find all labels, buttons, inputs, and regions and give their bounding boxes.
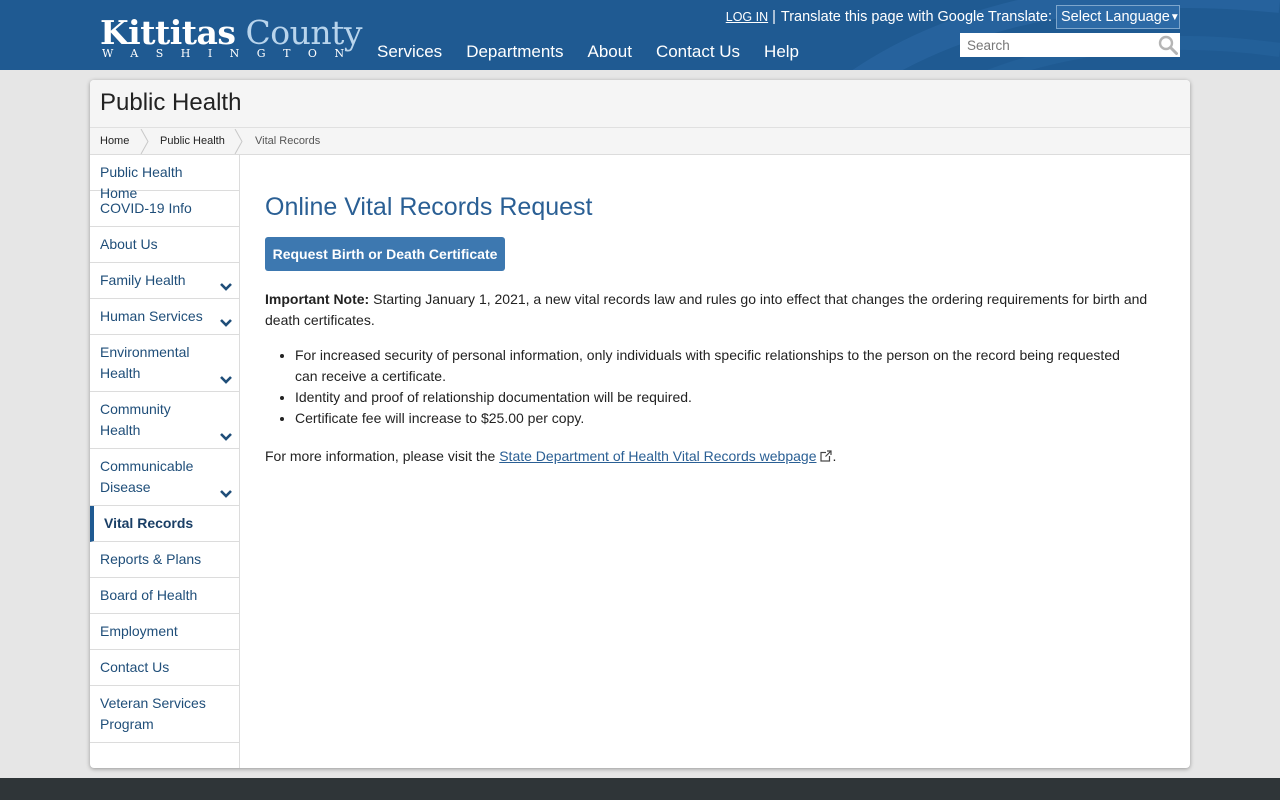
- sidebar-item-label: About Us: [100, 236, 158, 252]
- sidebar-item-human-services[interactable]: [90, 299, 239, 335]
- sidebar-item-board-of-health[interactable]: [90, 578, 239, 614]
- sidebar-item-employment[interactable]: [90, 614, 239, 650]
- sidebar-item-label: Veteran Services Program: [100, 695, 206, 732]
- main-card: [90, 80, 1190, 768]
- sidebar-item-vital-records[interactable]: [90, 506, 239, 542]
- page-title: Public Health: [100, 89, 242, 116]
- sidebar-item-label: Communicable Disease: [100, 458, 194, 495]
- language-select-value: Select Language: [1061, 9, 1170, 25]
- utility-separator: |: [772, 9, 776, 25]
- search-icon[interactable]: [1158, 35, 1178, 55]
- breadcrumb-separator-icon: [140, 129, 150, 154]
- sidebar-item-label: Environmental Health: [100, 344, 190, 381]
- sidebar-item-community-health[interactable]: [90, 392, 239, 449]
- sidebar-item-label: Employment: [100, 623, 178, 639]
- sidebar-item-label: Public Health Home: [100, 164, 183, 201]
- sidebar-item-label: Reports & Plans: [100, 551, 202, 567]
- important-note: [265, 289, 1155, 331]
- breadcrumb-public-health[interactable]: Public Health: [160, 135, 225, 147]
- nav-departments[interactable]: Departments: [466, 42, 564, 61]
- utility-bar: [726, 5, 1180, 29]
- important-note-text: Starting January 1, 2021, a new vital records law and rules go into effect that changes the ordering requirements for birth and death certificates.: [265, 291, 1148, 328]
- sidebar-item-label: Vital Records: [104, 515, 194, 531]
- sidebar-item-label: Human Services: [100, 308, 203, 324]
- logo-text-kittitas: Kittitas: [100, 13, 236, 52]
- site-logo[interactable]: [100, 13, 362, 62]
- list-item: • Identity and proof of relationship documentation will be required.: [295, 387, 1125, 408]
- requirements-list: [295, 345, 1125, 429]
- sidebar-item-label: Board of Health: [100, 587, 198, 603]
- list-item: • For increased security of personal information, only individuals with specific relationships to the person on the record being requested can receive a certificate.: [295, 345, 1125, 387]
- chevron-down-icon: ▼: [1169, 11, 1180, 23]
- sidebar-nav: [90, 155, 240, 768]
- sidebar-item-environmental-health[interactable]: [90, 335, 239, 392]
- chevron-down-icon[interactable]: [219, 489, 233, 499]
- breadcrumb: [90, 128, 1190, 155]
- chevron-down-icon[interactable]: [219, 375, 233, 385]
- site-footer: [0, 778, 1280, 800]
- breadcrumb-current: Vital Records: [255, 135, 321, 147]
- nav-about[interactable]: About: [587, 42, 632, 61]
- translate-label: Translate this page with Google Translate:: [780, 9, 1052, 25]
- important-note-label: Important Note:: [265, 291, 370, 307]
- sidebar-item-label: COVID-19 Info: [100, 200, 192, 216]
- logo-text-county: County: [245, 13, 362, 52]
- language-select[interactable]: [1056, 5, 1180, 29]
- sidebar-item-communicable-disease[interactable]: [90, 449, 239, 506]
- breadcrumb-separator-icon: [234, 129, 244, 154]
- more-info-text: [265, 446, 1155, 467]
- chevron-down-icon[interactable]: [219, 282, 233, 292]
- sidebar-item-about-us[interactable]: [90, 227, 239, 263]
- nav-contact-us[interactable]: Contact Us: [655, 42, 741, 61]
- external-link-icon: [820, 450, 832, 462]
- search-box: [960, 33, 1180, 57]
- content-heading: Online Vital Records Request: [265, 193, 593, 221]
- nav-services[interactable]: Services: [377, 42, 443, 61]
- sidebar-item-label: Community Health: [100, 401, 171, 438]
- logo-text-washington: WASHINGTON: [102, 47, 362, 60]
- sidebar-item-public-health-home[interactable]: [90, 155, 239, 201]
- list-item: • Certificate fee will increase to $25.00 per copy.: [295, 408, 1125, 429]
- sidebar-item-reports-plans[interactable]: [90, 542, 239, 578]
- search-input[interactable]: [960, 33, 1150, 57]
- sidebar-item-label: Family Health: [100, 272, 186, 288]
- request-certificate-button[interactable]: Request Birth or Death Certificate: [265, 237, 505, 271]
- sidebar-item-covid-19-info[interactable]: [90, 191, 239, 227]
- login-link[interactable]: LOG IN: [725, 10, 769, 24]
- sidebar-item-family-health[interactable]: [90, 263, 239, 299]
- more-info-prefix: For more information, please visit the: [265, 448, 500, 464]
- chevron-down-icon[interactable]: [219, 432, 233, 442]
- breadcrumb-home[interactable]: Home: [100, 135, 130, 147]
- chevron-down-icon[interactable]: [219, 318, 233, 328]
- sidebar-item-veteran-services-program[interactable]: [90, 686, 239, 743]
- sidebar-item-contact-us[interactable]: [90, 650, 239, 686]
- more-info-suffix: .: [832, 448, 837, 464]
- site-header: [0, 0, 1280, 70]
- page-header: [90, 80, 1190, 128]
- doh-vital-records-link[interactable]: State Department of Health Vital Records webpage: [499, 448, 817, 464]
- main-nav: [377, 42, 799, 62]
- sidebar-item-label: Contact Us: [100, 659, 170, 675]
- nav-help[interactable]: Help: [764, 42, 800, 61]
